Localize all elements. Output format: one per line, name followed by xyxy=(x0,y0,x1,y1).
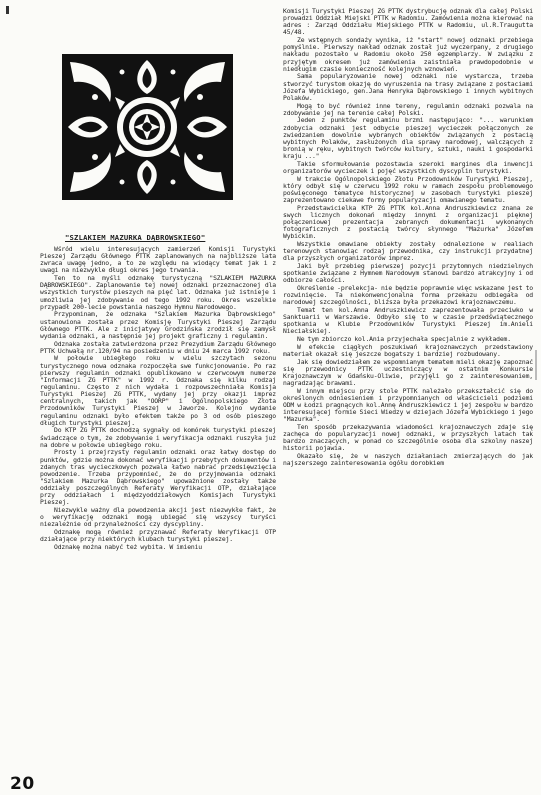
paragraph: Niezwykle ważny dla powodzenia akcji jest niezwykłe fakt, że o weryfikację odznaki mogą ubiegać się wszyscy turyści niezależnie od przynależności czy dyscypliny. xyxy=(40,506,276,529)
paragraph: W trakcie Ogólnopolskiego Złotu Przodowników Turystyki Pieszej, który odbył się w czerwcu 1992 roku w ramach zespołu problemowego poświęconego tematyce historycznej w zasobach turystyki pieszej zaprezentowano ciekawe formy popularyzacji omawianego tematu. xyxy=(283,174,533,205)
paragraph: Wszystkie omawiane obiekty zostały odnalezione w realiach terenowych stanowiąc rodzaj przewodnika, czy instrukcji przydatnej dla przyszłych organizatorów imprez. xyxy=(283,240,533,263)
scan-margin-mark xyxy=(6,6,9,14)
paragraph: Takie sformułowanie pozostawia szeroki margines dla inwencji organizatorów wycieczek i pojęć wszystkich dyscyplin turystyki. xyxy=(283,159,533,175)
paragraph: Ten to na myśli odznakę turystyczną "SZLAKIEM MAZURKA DĄBROWSKIEGO". Zaplanowanie tej nowej odznaki przeznaczonej dla wszystkich turystów pieszych na pięć lat. Odznaka już istnieje i umożliwia jej zdobywanie od tego 1992 roku. Okres wszelkie przypadł 200-lecie powstania naszego Hymnu Narodowego. xyxy=(40,274,276,311)
paragraph: W innym miejscu przy stole PTTK należało przekształcić się do określonych odniesieniem i przypomnianych od właścicieli podziemi ODM w Łodzi pragnących kol.Annę Andruszkiewicz i jej zespołu w bardzo interesującej formie Sieci Wiedzy w dziejach Józefa Wybickiego i jego "Mazurka". xyxy=(283,386,533,424)
decorative-emblem-icon xyxy=(60,52,235,202)
scan-edge-mark xyxy=(535,350,537,380)
paragraph: Odznakę mogą również przyznawać Referaty Weryfikacji OTP działające przy niektórych klubach turystyki pieszej. xyxy=(40,528,276,544)
paragraph: Przedstawicielka KTP ZG PTTK kol.Anna Andruszkiewicz znana ze swych licznych dokonań między innymi z organizacji pięknej połączeniowej prezentacja zebranych dokumentacji wykonanych fotograficznych z postacią twórcy słynnego "Mazurka" Józefem Wybickim. xyxy=(283,203,533,241)
paragraph: Przypominam, że odznaka "Szlakiem Mazurka Dąbrowskiego" ustanowiona została przez Komisję Turystyki Pieszej Zarządu Głównego PTTK. Ale z inicjatywy Grodzińska zrodził się zamysł wydania odznaki, a następnie jej projekt graficzny i regulamin. xyxy=(40,310,276,340)
paragraph: Ne tym zbiorczo kol.Ania przyjechała specjalnie z wykładem. xyxy=(297,335,511,344)
paragraph: Odznaka została zatwierdzona przez Prezydium Zarządu Głównego PTTK Uchwałą nr.120/94 na posiedzeniu w dniu 24 marca 1992 roku. xyxy=(40,339,276,355)
paragraph: Do KTP ZG PTTK dochodzą sygnały od komórek turystyki pieszej świadczące o tym, że zdobywanie i weryfikacja odznaki ruszyła już na dobre w połowie ubiegłego roku. xyxy=(40,426,276,449)
paragraph: Wśród wielu interesujących zamierzeń Komisji Turystyki Pieszej Zarządu Głównego PTTK zaplanowanych na najbliższe lata zwraca uwagę jedno, a to ze względu na wiodący temat jak i z uwagi na niezwykle długi okres jego trwania. xyxy=(40,245,276,275)
paragraph: Mogą to być również inne tereny, regulamin odznaki pozwala na zdobywanie jej na terenie całej Polski. xyxy=(283,101,533,117)
paragraph: Sama popularyzowanie nowej odznaki nie wystarcza, trzeba stworzyć turystom okazję do wyruszenia na trasy związane z postaciami Józefa Wybickiego, gen.Jana Henryka Dąbrowskiego i innych wybitnych Polaków. xyxy=(283,72,533,102)
paragraph: Odznakę można nabyć też wybita. W imieniu xyxy=(54,542,202,551)
paragraph: Ze wstępnych sondaży wynika, iż "start" nowej odznaki przebiega pomyślnie. Pierwszy nakład odznak został już wyczerpany, z drugiego nakładu pozostało w Radomiu około 250 egzemplarzy. W związku z przyjętym okresem już zamówienia zaistniała prawdopodobnie w niedługim czasie konieczność kolejnych wznowień. xyxy=(283,36,533,73)
paragraph: Okazało się, że w naszych działaniach zmierzających do jak najszerszego zainteresowania ogółu dorobkiem xyxy=(283,452,533,468)
paragraph: W efekcie ciągłych poszukiwań krajoznawczych przedstawiony materiał okazał się jeszcze bogatszy i bardziej rozbudowany. xyxy=(283,342,533,358)
paragraph: Komisji Turystyki Pieszej ZG PTTK dystrybucję odznak dla całej Polski prowadzi Oddział Miejski PTTK w Radomiu. Zamówienia można kierować na adres : Zarząd Oddziału Miejskiego PTTK w Radomiu, ul.R.Traugutta 45/48. xyxy=(283,7,533,37)
paragraph: Prosty i przejrzysty regulamin odznaki oraz łatwy dostęp do punktów, gdzie można dokonać weryfikacji przebytych dokumentów i zdanych tras wycieczkowych pozwala łatwo nabrać przedsięwzięcia powodzenie. Trzeba przypomnieć, że do przyjmowania odznaki "Szlakiem Mazurka Dąbrowskiego" upoważnione zostały także oddziały poszczególnych Referaty Weryfikacji OTP, działające przy oddziałach i międzyoddziałowych Komisjach Turystyki Pieszej. xyxy=(40,448,276,507)
paragraph: Określenie -prelekcja- nie będzie poprawnie więc wskazane jest to rozwinięcie. Ta niekonwencjonalna forma przekazu odbiegała od narodowej szczególności, bliższa była przekazowi krajoznawczemu. xyxy=(283,283,533,307)
paragraph: W połowie ubiegłego roku w wielu szczytach sezonu turystycznego nowa odznaka rozpoczęła swe funkcjonowanie. Po raz pierwszy regulamin odznaki opublikowano w czerwcowym numerze "Informacji ZG PTTK" w 1992 r. Odznaka się kilku rodzaj regulaminu. Często z nich wydała i rozpowszechniała Komisja Turystyki Pieszej ZG PTTK, wydany jej przy okazji imprez centralnych, takich jak "OORP" i Ogólnopolskiego Złota Przodowników Turystyki Pieszej w Jaworze. Kolejno wydanie regulaminu odznaki było efektem także po 3 od osób pieszego długich turystyki pieszej. xyxy=(40,354,276,427)
paragraph: Jak się dowiedziałem ze wspomnianym tematem mieli okazję zapoznać się przewodnicy PTTK uczestniczący w ostatnim Konkursie Krajoznawczym w Gdańsku-Oliwie, przyjęli go z zainteresowaniem, nagradzając brawami. xyxy=(283,357,533,387)
right-column xyxy=(283,8,533,468)
paragraph: Temat ten kol.Anna Andruszkiewicz zaprezentowała przeciwko w Sanktuarii w Warszawie. Odbyło się to w czasie przedświątecznego spotkania w Klubie Przodowników Turystyki Pieszej im.Anieli Nieciałskiej. xyxy=(283,305,533,336)
emblem-caption: "SZLAKIEM MAZURKA DĄBROWSKIEGO" xyxy=(65,233,206,242)
page-number: 20 xyxy=(10,774,35,794)
left-column xyxy=(40,246,276,552)
paragraph: Jeden z punktów regulaminu brzmi następująco: "... warunkiem zdobycia odznaki jest odbycie pieszej wycieczek połączonych ze zwiedzaniem dowolnie wybranych obiektów związanych z postacią wybitnych Polaków, zasłużonych dla sprawy narodowej, walczących z bronią w ręku, wybitnych twórców kultury, sztuki, nauki i gospodarki kraju ..." xyxy=(283,116,533,161)
paragraph: Jaki był przebieg pierwszej pozycji przytomnych niedzielnych spotkanie związane z Hymnem Narodowym stanowi bardzo atrakcyjny i od odbiorze całości. xyxy=(283,261,533,285)
paragraph: Ten sposób przekazywania wiadomości krajoznawczych zdaje się zachęca do popularyzacji nowej odznaki, w przyszłych latach tak bardzo znaczących, w ponad co szczególnie osoba dla szkolny naszej historii pojawia. xyxy=(283,422,533,453)
